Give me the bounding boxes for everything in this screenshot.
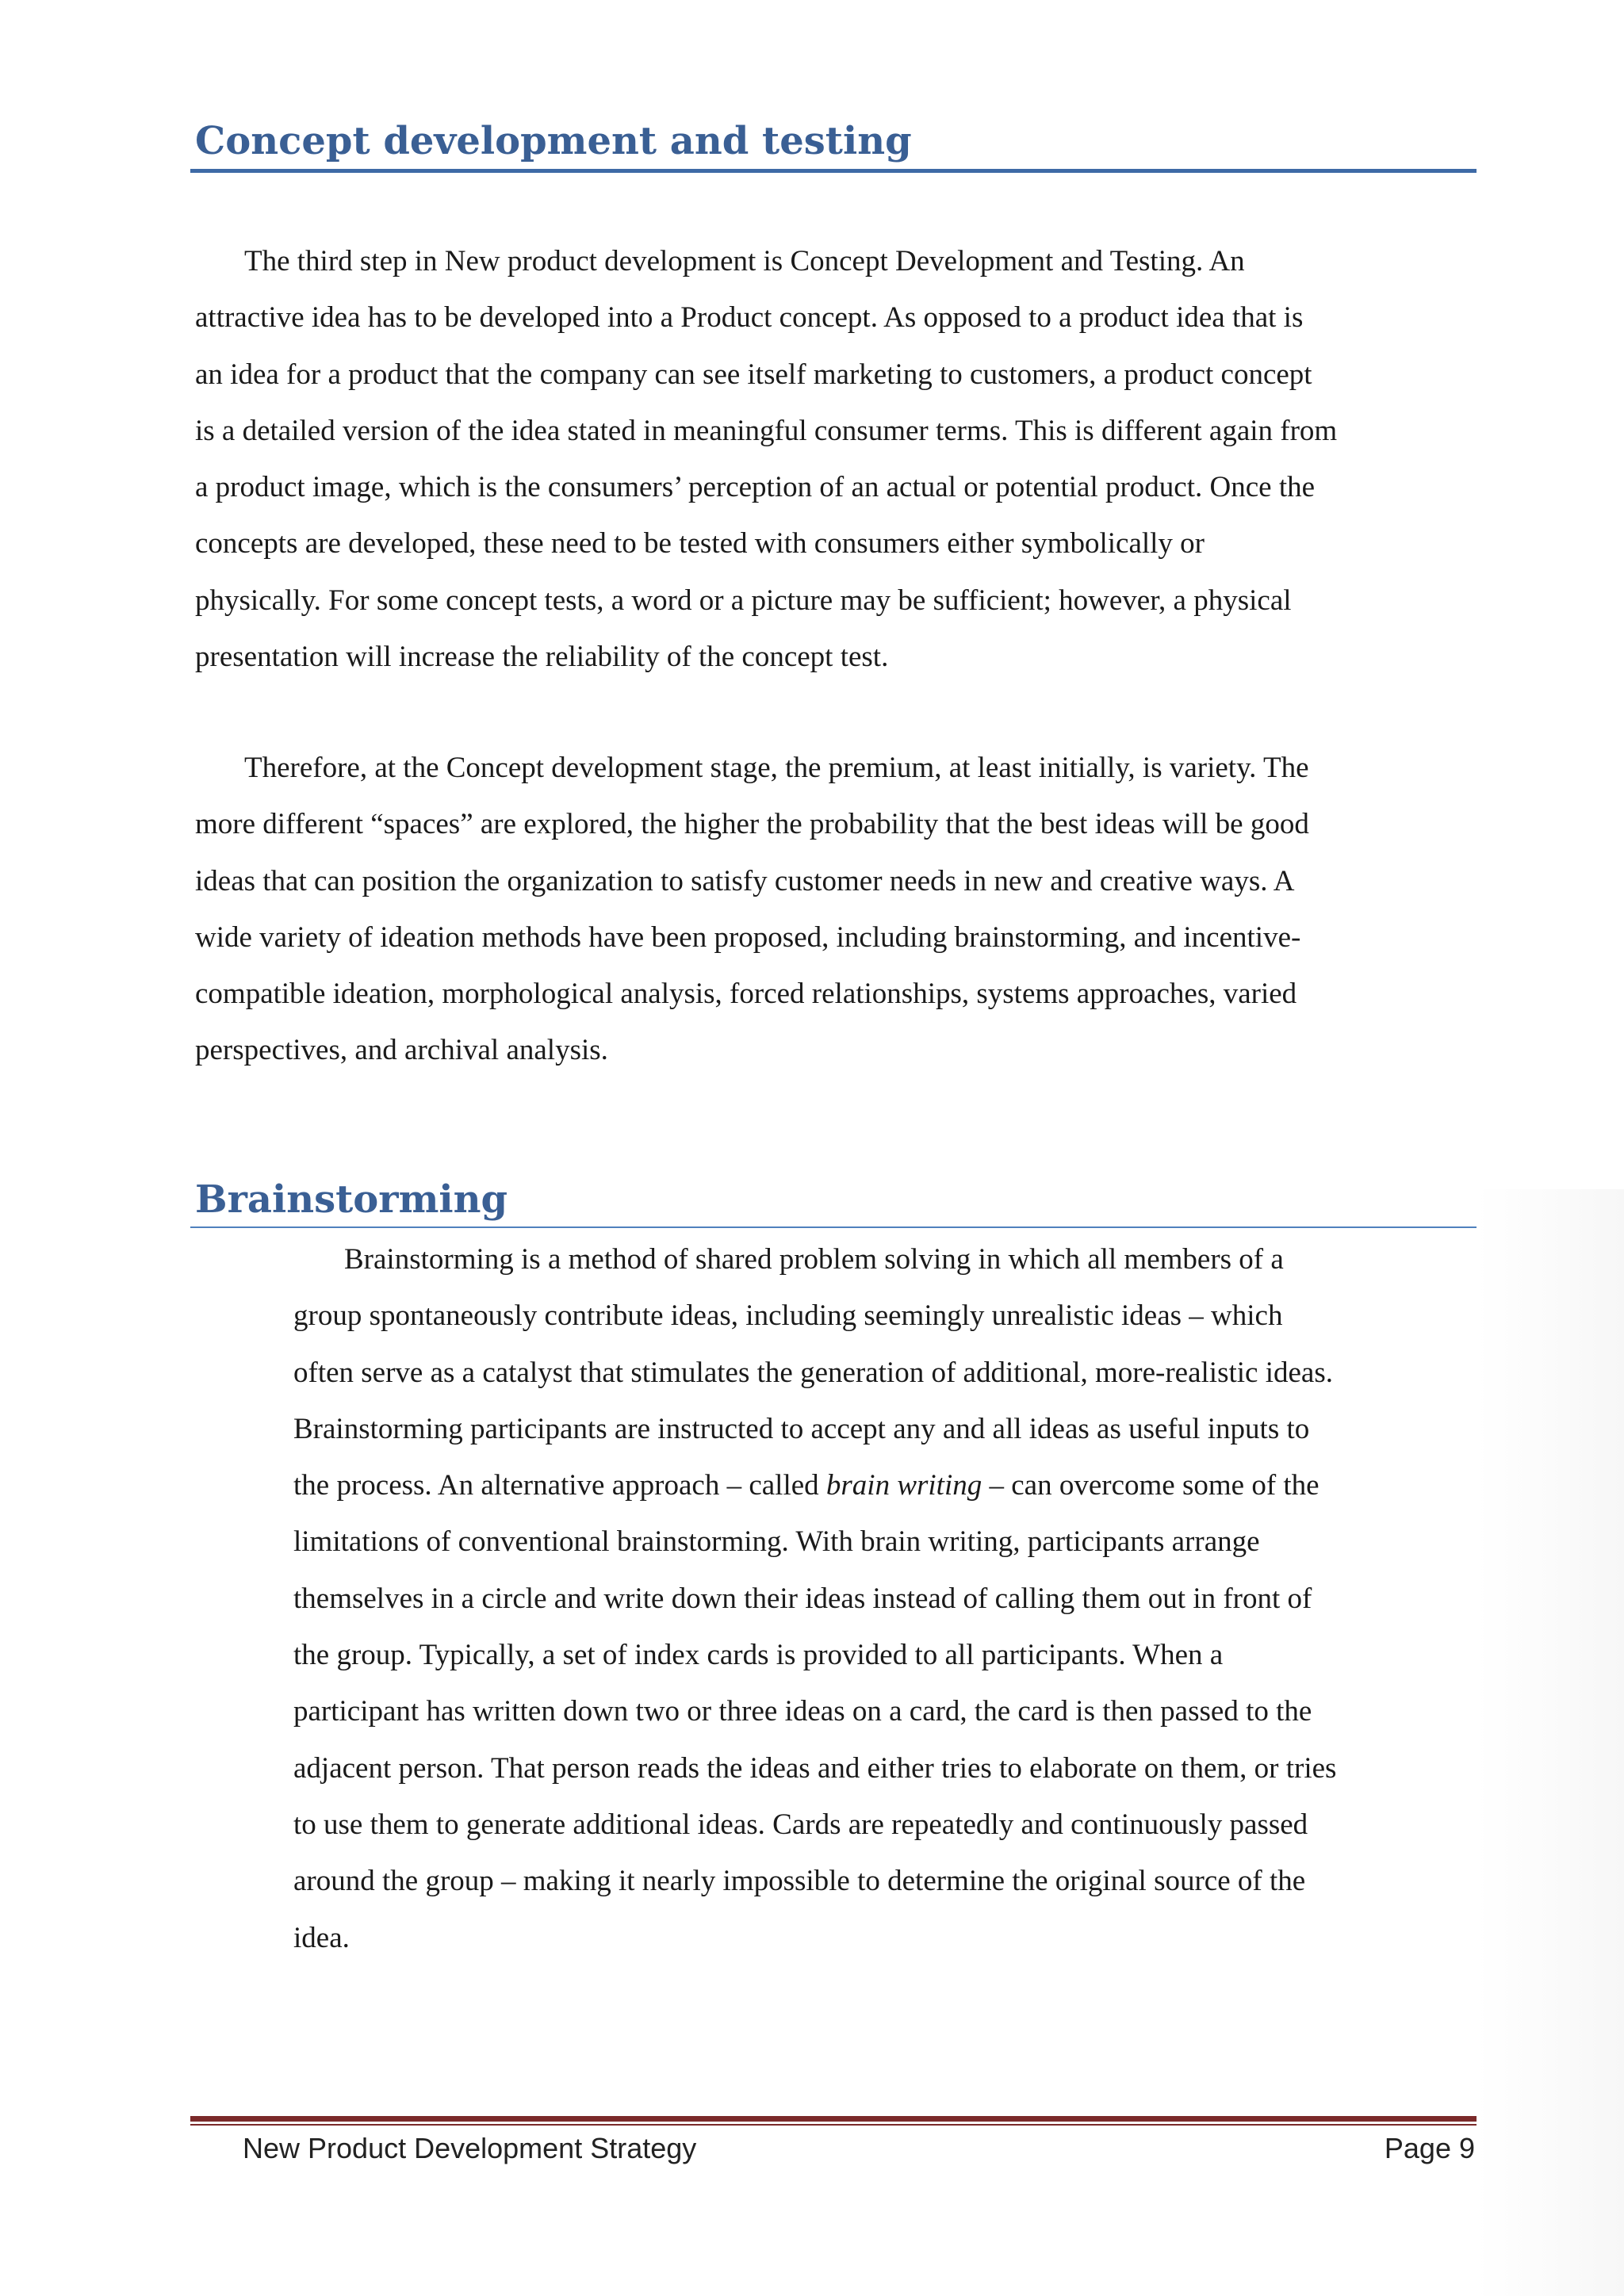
- text-line: The third step in New product development is Concept Development and Testing. An: [244, 245, 1245, 277]
- text-line: Brainstorming participants are instructed to accept any and all ideas as useful inputs to: [293, 1412, 1310, 1445]
- emphasis-brain-writing: brain writing: [825, 1469, 982, 1502]
- text-line: adjacent person. That person reads the ideas and either tries to elaborate on them, or tries: [293, 1751, 1337, 1785]
- text-line: presentation will increase the reliability of the concept test.: [195, 641, 889, 674]
- brainstorming-paragraph: [293, 1231, 1467, 1966]
- section-heading-brainstorming: Brainstorming: [195, 1177, 508, 1222]
- text-line: group spontaneously contribute ideas, including seemingly unrealistic ideas – which: [293, 1299, 1283, 1333]
- footer-document-title: New Product Development Strategy: [243, 2132, 697, 2164]
- text-line: is a detailed version of the idea stated in meaningful consumer terms. This is different again from: [195, 414, 1338, 447]
- text-line: attractive idea has to be developed into a Product concept. As opposed to a product idea that is: [195, 301, 1304, 335]
- text-line: wide variety of ideation methods have been proposed, including brainstorming, and incentive-: [195, 920, 1301, 954]
- text-line: Brainstorming is a method of shared problem solving in which all members of a: [344, 1243, 1284, 1276]
- text-line: physically. For some concept tests, a word or a picture may be sufficient; however, a physical: [195, 584, 1292, 617]
- footer-rule-thin: [190, 2124, 1477, 2126]
- text-line: compatible ideation, morphological analysis, forced relationships, systems approaches, varied: [195, 978, 1297, 1011]
- text-line: themselves in a circle and write down their ideas instead of calling them out in front of: [293, 1582, 1312, 1615]
- text-line: participant has written down two or three ideas on a card, the card is then passed to the: [293, 1695, 1312, 1728]
- text-line: Therefore, at the Concept development stage, the premium, at least initially, is variety. The: [244, 752, 1309, 784]
- text-line: ideas that can position the organization to satisfy customer needs in new and creative ways. A: [195, 864, 1295, 897]
- page-edge-shade: [1477, 1189, 1624, 2296]
- text-line: perspectives, and archival analysis.: [195, 1034, 608, 1067]
- text-line: often serve as a catalyst that stimulates the generation of additional, more-realistic ideas.: [293, 1356, 1333, 1389]
- footer-rule: [190, 2116, 1477, 2122]
- text-line-with-emphasis: [293, 1457, 1467, 1513]
- heading-underline: [190, 169, 1477, 173]
- text-line: the group. Typically, a set of index cards is provided to all participants. When a: [293, 1639, 1224, 1672]
- section-heading-concept: Concept development and testing: [195, 119, 912, 163]
- text-line: a product image, which is the consumers’ perception of an actual or potential product. Once the: [195, 471, 1316, 504]
- text-line: more different “spaces” are explored, the higher the probability that the best ideas will be good: [195, 808, 1309, 841]
- text-line: idea.: [293, 1921, 350, 1954]
- heading-underline: [190, 1226, 1477, 1228]
- text-line: an idea for a product that the company can see itself marketing to customers, a product concept: [195, 358, 1312, 391]
- concept-paragraph-2: [195, 740, 1469, 1079]
- text-line: around the group – making it nearly impossible to determine the original source of the: [293, 1865, 1306, 1898]
- text-segment: the process. An alternative approach – called: [293, 1469, 826, 1502]
- text-line: limitations of conventional brainstorming. With brain writing, participants arrange: [293, 1525, 1260, 1559]
- concept-paragraph-1: [195, 233, 1469, 685]
- footer-page-number: Page 9: [1384, 2132, 1475, 2164]
- text-segment: – can overcome some of the: [982, 1469, 1320, 1502]
- text-line: to use them to generate additional ideas. Cards are repeatedly and continuously passed: [293, 1808, 1308, 1841]
- text-line: concepts are developed, these need to be tested with consumers either symbolically or: [195, 527, 1205, 561]
